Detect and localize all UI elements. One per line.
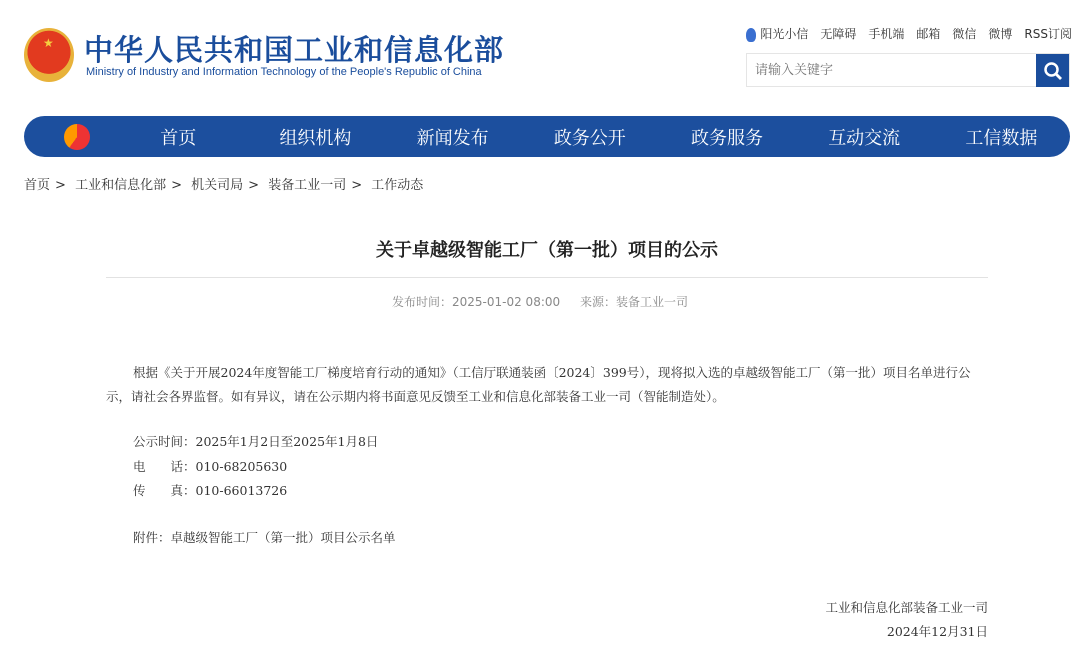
publish-time: 发布时间：2025-01-02 08:00: [392, 295, 561, 309]
top-link-rss[interactable]: RSS订阅: [1024, 27, 1072, 41]
attachment: [133, 528, 396, 546]
search-button[interactable]: [1036, 54, 1069, 87]
breadcrumb-item[interactable]: 机关司局: [191, 178, 244, 193]
attachment-link[interactable]: 卓越级智能工厂（第一批）项目公示名单: [170, 530, 396, 545]
site-title: 中华人民共和国工业和信息化部: [84, 33, 505, 67]
notice-period: 公示时间：2025年1月2日至2025年1月8日: [133, 434, 379, 449]
breadcrumb: 首页 > 工业和信息化部 > 机关司局 > 装备工业一司 > 工作动态: [24, 178, 424, 193]
main-nav: [24, 116, 1070, 157]
nav-logo-icon: [64, 124, 90, 150]
breadcrumb-item[interactable]: 装备工业一司: [268, 178, 347, 193]
search-box: [746, 53, 1070, 87]
top-link-wechat[interactable]: 微信: [952, 27, 977, 41]
signature: 工业和信息化部装备工业一司: [825, 600, 988, 615]
contact-fax: 传 真：010-66013726: [133, 483, 288, 498]
top-link-weibo[interactable]: 微博: [988, 27, 1013, 41]
nav-interaction[interactable]: 互动交流: [828, 127, 901, 149]
site-subtitle: Ministry of Industry and Information Technology of the People's Republic of China: [86, 66, 482, 78]
nav-home[interactable]: 首页: [160, 127, 197, 149]
breadcrumb-item[interactable]: 首页: [24, 178, 51, 193]
top-links: [746, 25, 1072, 42]
nav-organization[interactable]: 组织机构: [279, 127, 352, 149]
contact-phone: 电 话：010-68205630: [133, 459, 288, 474]
mascot-icon: [746, 28, 756, 42]
top-link-mobile[interactable]: 手机端: [868, 27, 905, 41]
top-link-accessibility[interactable]: 无障碍: [820, 27, 857, 41]
breadcrumb-item[interactable]: 工业和信息化部: [75, 178, 167, 193]
national-emblem-logo: ★: [24, 28, 74, 82]
article-body: [106, 361, 990, 409]
top-link-mail[interactable]: 邮箱: [916, 27, 941, 41]
breadcrumb-item[interactable]: 工作动态: [371, 178, 424, 193]
article-meta: [0, 293, 1080, 310]
nav-government-affairs[interactable]: 政务公开: [553, 127, 626, 149]
article-source: 来源：装备工业一司: [579, 295, 688, 309]
signature-date: 2024年12月31日: [886, 624, 988, 639]
article-title: 关于卓越级智能工厂（第一批）项目的公示: [376, 240, 718, 261]
divider: [106, 277, 988, 278]
nav-data[interactable]: 工信数据: [965, 127, 1038, 149]
nav-news[interactable]: 新闻发布: [416, 127, 489, 149]
nav-services[interactable]: 政务服务: [691, 127, 763, 149]
attachment-label: 附件：: [133, 530, 171, 545]
search-icon: [1043, 61, 1063, 81]
article-paragraph: 根据《关于开展2024年度智能工厂梯度培育行动的通知》（工信厅联通装函〔2024〕399号），现将拟入选的卓越级智能工厂（第一批）项目名单进行公示，请社会各界监督。如有异议，请在公示期内将书面意见反馈至工业和信息化部装备工业一司（智能制造处）。: [106, 365, 971, 404]
search-input[interactable]: [747, 54, 1037, 86]
top-link-sunshine[interactable]: 阳光小信: [746, 25, 808, 42]
